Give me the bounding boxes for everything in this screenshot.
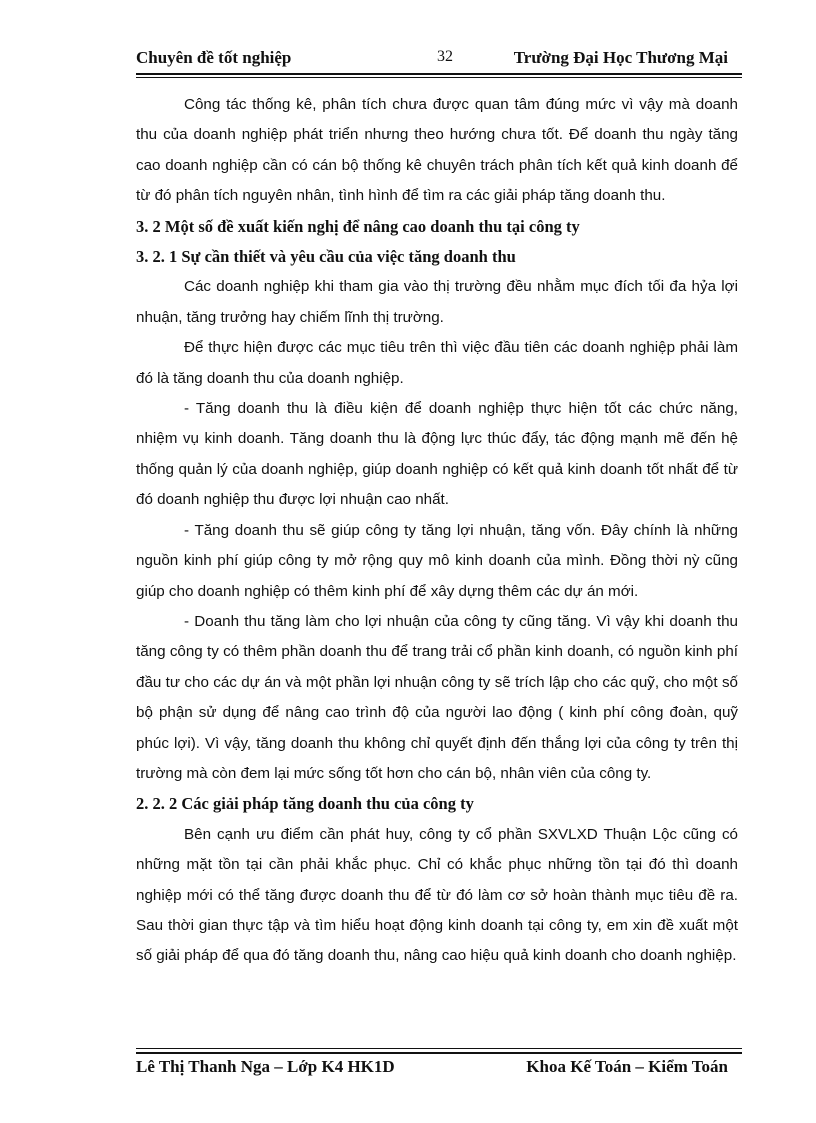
body-paragraph: Công tác thống kê, phân tích chưa được quan tâm đúng mức vì vậy mà doanh thu của doanh nghiệp phát triển nhưng theo hướng chưa tốt. Để doanh thu ngày tăng cao doanh nghiệp cần có cán bộ thống kê chuyên trách phân tích kết quả kinh doanh để từ đó phân tích nguyên nhân, tình hình để tìm ra các giải pháp tăng doanh thu. [136, 96, 738, 205]
body-paragraph: Các doanh nghiệp khi tham gia vào thị trường đều nhằm mục đích tối đa hỷa lợi nhuận, tăng trưởng hay chiếm lĩnh thị trường. [136, 278, 738, 326]
header-document-title: Chuyên đề tốt nghiệp [136, 48, 292, 67]
footer-author: Lê Thị Thanh Nga – Lớp K4 HK1D [136, 1057, 395, 1076]
header-rule-thin [136, 77, 742, 78]
body-paragraph: - Doanh thu tăng làm cho lợi nhuận của công ty cũng tăng. Vì vậy khi doanh thu tăng công ty có thêm phần doanh thu để trang trải cổ phần kinh doanh, có nguồn kinh phí đầu tư cho các dự án và một phần lợi nhuận công ty sẽ trích lập cho các quỹ, cho một số bộ phận sử dụng để nâng cao trình độ của người lao động ( kinh phí công đoàn, quỹ phúc lợi). Vì vậy, tăng doanh thu không chỉ quyết định đến thắng lợi của công ty trên thị trường mà còn đem lại mức sống tốt hơn cho cán bộ, nhân viên của công ty. [136, 612, 738, 782]
footer-department: Khoa Kế Toán – Kiểm Toán [526, 1057, 728, 1076]
page-header [136, 48, 742, 72]
page-number: 32 [437, 48, 453, 65]
body-paragraph: - Tăng doanh thu là điều kiện để doanh nghiệp thực hiện tốt các chức năng, nhiệm vụ kinh doanh. Tăng doanh thu là động lực thúc đẩy, tác động mạnh mẽ đến hệ thống quản lý của doanh nghiệp, giúp doanh nghiệp có kết quả kinh doanh tốt nhất để từ đó doanh nghiệp thu được lợi nhuận cao nhất. [136, 400, 738, 509]
footer-rule-thick [136, 1052, 742, 1054]
page-footer [136, 1057, 742, 1081]
header-rule-thick [136, 73, 742, 75]
body-paragraph: Để thực hiện được các mục tiêu trên thì việc đầu tiên các doanh nghiệp phải làm đó là tăng doanh thu của doanh nghiệp. [136, 339, 738, 387]
page-body [136, 90, 738, 972]
subsection-heading: 2. 2. 2 Các giải pháp tăng doanh thu của công ty [136, 794, 474, 814]
body-paragraph: Bên cạnh ưu điểm cần phát huy, công ty cổ phần SXVLXD Thuận Lộc cũng có những mặt tồn tại cần phải khắc phục. Chỉ có khắc phục những tồn tại đó thì doanh nghiệp mới có thể tăng được doanh thu để từ đó làm cơ sở hoàn thành mục tiêu đề ra. Sau thời gian thực tập và tìm hiểu hoạt động kinh doanh tại công ty, em xin đề xuất một số giải pháp để qua đó tăng doanh thu, nâng cao hiệu quả kinh doanh cho doanh nghiệp. [136, 825, 738, 965]
subsection-heading: 3. 2. 1 Sự cần thiết và yêu cầu của việc tăng doanh thu [136, 247, 516, 267]
section-heading: 3. 2 Một số đề xuất kiến nghị để nâng cao doanh thu tại công ty [136, 216, 580, 236]
header-university-name: Trường Đại Học Thương Mại [513, 48, 728, 67]
footer-rule-thin [136, 1048, 742, 1049]
body-paragraph: - Tăng doanh thu sẽ giúp công ty tăng lợi nhuận, tăng vốn. Đây chính là những nguồn kinh phí giúp công ty mở rộng quy mô kinh doanh của mình. Đồng thời nỳ cũng giúp cho doanh nghiệp có thêm kinh phí để xây dựng thêm các dự án mới. [136, 521, 738, 600]
